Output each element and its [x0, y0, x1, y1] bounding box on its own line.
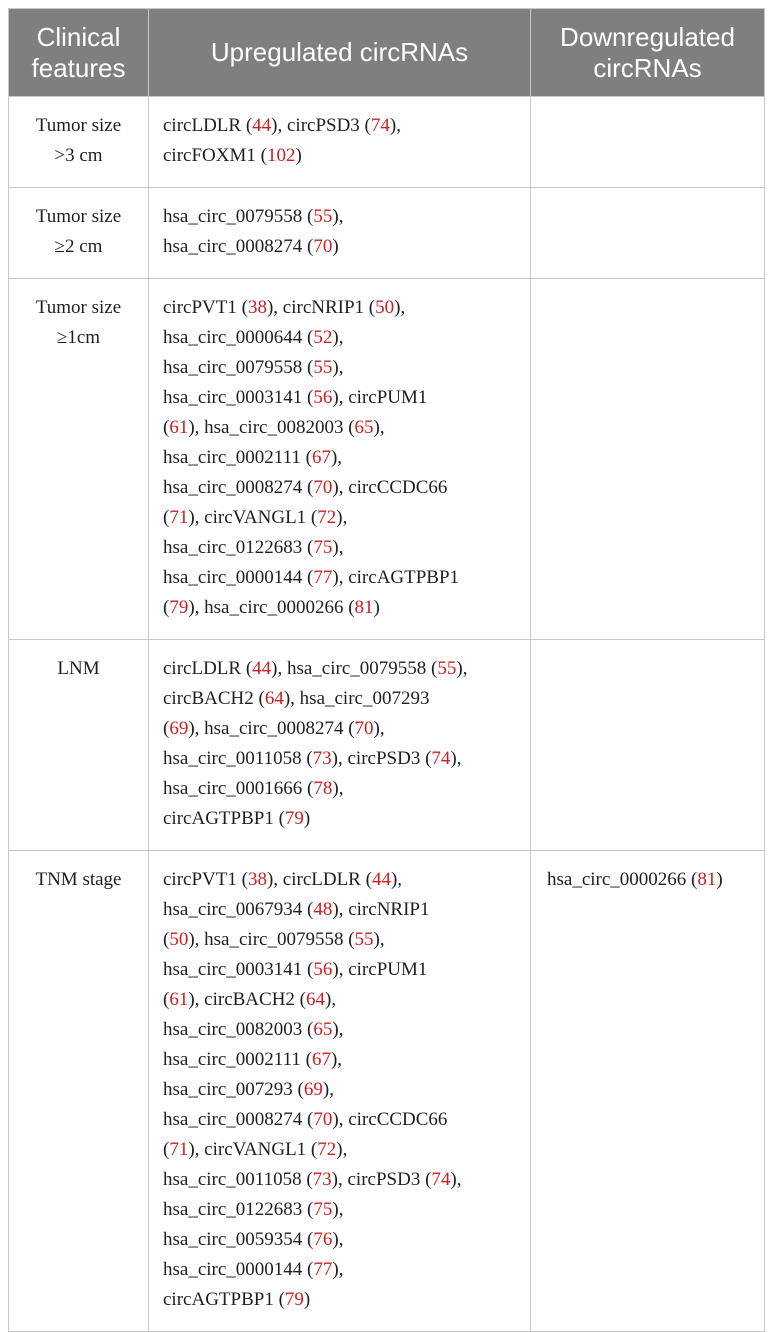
circrna-text: hsa_circ_0000266 ( — [547, 869, 698, 890]
circrna-text-line — [163, 955, 520, 985]
circrna-text: ), — [373, 417, 385, 438]
clinical-feature-cell — [9, 279, 149, 640]
reference-number: 74 — [370, 115, 390, 136]
reference-number: 67 — [311, 1049, 331, 1070]
circrna-text-line — [163, 1255, 520, 1285]
circrna-text: hsa_circ_0059354 ( — [163, 1229, 314, 1250]
header-downregulated-circrnas — [531, 9, 765, 97]
circrna-text: ) — [716, 869, 723, 890]
reference-number: 71 — [169, 1139, 189, 1160]
feature-text-line: ≥1cm — [56, 327, 101, 348]
circrna-text-line — [163, 804, 520, 834]
circrna-text: ), circPUM1 — [332, 959, 428, 980]
circrna-text-line — [163, 714, 520, 744]
circrna-text: hsa_circ_0003141 ( — [163, 387, 314, 408]
circrna-text: ), circNRIP1 — [332, 899, 430, 920]
upregulated-circrnas-cell — [149, 851, 531, 1332]
reference-number: 38 — [247, 869, 267, 890]
downregulated-circrnas-cell — [531, 851, 765, 1332]
reference-number: 76 — [313, 1229, 333, 1250]
downregulated-circrnas-cell — [531, 97, 765, 188]
reference-number: 73 — [312, 748, 332, 769]
reference-number: 50 — [169, 929, 189, 950]
reference-number: 72 — [317, 507, 337, 528]
header-text-line: features — [31, 52, 126, 83]
circrna-text: ), circPSD3 ( — [331, 1169, 432, 1190]
downregulated-circrnas-cell — [531, 279, 765, 640]
reference-number: 79 — [284, 808, 304, 829]
circrna-text: circPVT1 ( — [163, 869, 248, 890]
circrna-text-line — [163, 593, 520, 623]
circrna-text: ( — [163, 989, 170, 1010]
circrna-text: hsa_circ_0079558 ( — [163, 206, 314, 227]
reference-number: 81 — [697, 869, 717, 890]
reference-number: 75 — [313, 537, 333, 558]
circrna-text: ( — [163, 507, 170, 528]
downregulated-circrnas-cell — [531, 640, 765, 851]
feature-text-line: Tumor size — [35, 115, 122, 136]
circrna-text-line — [163, 1105, 520, 1135]
upregulated-circrnas-cell — [149, 279, 531, 640]
circrna-text: hsa_circ_0002111 ( — [163, 1049, 312, 1070]
circrna-text: ), circPSD3 ( — [331, 748, 432, 769]
circrna-text: hsa_circ_0067934 ( — [163, 899, 314, 920]
circrna-text: ) — [332, 236, 339, 257]
reference-number: 56 — [313, 387, 333, 408]
clinical-feature-cell — [9, 640, 149, 851]
reference-number: 44 — [252, 658, 272, 679]
circrna-text: ), — [330, 447, 343, 468]
table-row — [9, 188, 765, 279]
circrna-text: ), — [332, 1019, 344, 1040]
reference-number: 55 — [313, 357, 333, 378]
circrna-text: ), hsa_circ_007293 — [283, 688, 430, 709]
circrna-text: ), circCCDC66 — [332, 477, 448, 498]
reference-number: 74 — [431, 748, 451, 769]
clinical-feature-cell — [9, 851, 149, 1332]
circrna-text-line — [163, 293, 520, 323]
circrna-text-line — [163, 443, 520, 473]
reference-number: 64 — [264, 688, 284, 709]
circrna-text: ), hsa_circ_0000266 ( — [188, 597, 355, 618]
circrna-text: hsa_circ_0001666 ( — [163, 778, 314, 799]
circrna-text-line — [163, 413, 520, 443]
circrna-text: ), hsa_circ_0008274 ( — [188, 718, 355, 739]
circrna-text: hsa_circ_0000144 ( — [163, 1259, 314, 1280]
circrna-text: ), — [450, 748, 462, 769]
circrna-text: ), — [450, 1169, 462, 1190]
circrna-text: hsa_circ_0008274 ( — [163, 477, 314, 498]
reference-number: 55 — [437, 658, 457, 679]
circrna-text: circAGTPBP1 ( — [163, 808, 285, 829]
circrna-text: ), — [325, 989, 337, 1010]
clinical-feature-cell — [9, 188, 149, 279]
downregulated-circrnas-cell — [531, 188, 765, 279]
circrna-text-line — [547, 865, 756, 895]
circrna-text: ), hsa_circ_0079558 ( — [271, 658, 438, 679]
reference-number: 52 — [313, 327, 333, 348]
circrna-text: ( — [163, 597, 170, 618]
circrna-text: ), — [332, 327, 344, 348]
circrna-text: ), — [332, 357, 344, 378]
circrna-text: ), — [394, 297, 406, 318]
reference-number: 74 — [431, 1169, 451, 1190]
circrna-text: ), — [456, 658, 468, 679]
header-text-line: circRNAs — [593, 52, 702, 83]
circrna-text-line — [163, 563, 520, 593]
circrna-text: ), — [336, 1139, 348, 1160]
circrna-text-line — [163, 141, 520, 171]
circrna-text-line — [163, 1225, 520, 1255]
feature-text-line: ≥2 cm — [54, 236, 103, 257]
header-text-line: Upregulated circRNAs — [210, 37, 469, 67]
reference-number: 78 — [313, 778, 333, 799]
circrna-text-line — [163, 232, 520, 262]
clinical-feature-cell — [9, 97, 149, 188]
circrna-text: hsa_circ_0008274 ( — [163, 236, 314, 257]
feature-text-line: >3 cm — [54, 145, 103, 166]
circrna-text: hsa_circ_0122683 ( — [163, 537, 314, 558]
reference-number: 70 — [354, 718, 374, 739]
circrna-text: circLDLR ( — [163, 658, 253, 679]
reference-number: 65 — [354, 417, 374, 438]
reference-number: 55 — [313, 206, 333, 227]
circrna-text: circPVT1 ( — [163, 297, 248, 318]
circrna-text: hsa_circ_007293 ( — [163, 1079, 304, 1100]
reference-number: 38 — [247, 297, 267, 318]
circrna-text: ), — [332, 778, 344, 799]
circrna-text: circLDLR ( — [163, 115, 253, 136]
circrna-text: ), hsa_circ_0082003 ( — [188, 417, 355, 438]
table-header-row — [9, 9, 765, 97]
circrna-text: ), — [332, 206, 344, 227]
circrna-text: ), — [373, 718, 385, 739]
header-text-line: Clinical — [36, 21, 121, 52]
header-text-line: Downregulated — [560, 21, 735, 52]
reference-number: 70 — [313, 236, 333, 257]
reference-number: 48 — [313, 899, 333, 920]
circrna-text-line — [163, 654, 520, 684]
header-clinical-features — [9, 9, 149, 97]
circrna-text-line — [163, 1165, 520, 1195]
circrna-text: hsa_circ_0008274 ( — [163, 1109, 314, 1130]
circrna-text: ( — [163, 929, 170, 950]
circrna-text: ), circLDLR ( — [266, 869, 372, 890]
reference-number: 67 — [311, 447, 331, 468]
circrna-text-line — [163, 503, 520, 533]
circrna-text: ), hsa_circ_0079558 ( — [188, 929, 355, 950]
circrna-text: ( — [163, 1139, 170, 1160]
reference-number: 44 — [371, 869, 391, 890]
reference-number: 61 — [169, 417, 189, 438]
reference-number: 65 — [313, 1019, 333, 1040]
circrna-text: hsa_circ_0000144 ( — [163, 567, 314, 588]
reference-number: 73 — [312, 1169, 332, 1190]
circrna-text: ), — [336, 507, 348, 528]
circrna-text-line — [163, 865, 520, 895]
header-upregulated-circrnas — [149, 9, 531, 97]
reference-number: 64 — [306, 989, 325, 1010]
circrna-text: ), — [332, 1259, 344, 1280]
feature-text-line: Tumor size — [35, 206, 122, 227]
circrna-text: ), circBACH2 ( — [188, 989, 306, 1010]
circrna-text: hsa_circ_0011058 ( — [163, 1169, 313, 1190]
feature-text-line: LNM — [57, 658, 100, 679]
circrna-text-line — [163, 111, 520, 141]
circrna-text: ), circPUM1 — [332, 387, 428, 408]
circrna-text: circBACH2 ( — [163, 688, 265, 709]
circrna-text: hsa_circ_0082003 ( — [163, 1019, 314, 1040]
circrna-text: ), circVANGL1 ( — [188, 1139, 318, 1160]
feature-text-line: Tumor size — [35, 297, 122, 318]
circrna-text: ), — [330, 1049, 343, 1070]
circrna-text: ), — [373, 929, 385, 950]
circrna-text: ) — [295, 145, 302, 166]
circrna-text-line — [163, 473, 520, 503]
circrna-text-line — [163, 774, 520, 804]
circrna-text: ), circAGTPBP1 — [332, 567, 460, 588]
reference-number: 69 — [169, 718, 189, 739]
circrna-text: ), — [332, 1199, 344, 1220]
circrna-text: hsa_circ_0079558 ( — [163, 357, 314, 378]
reference-number: 50 — [375, 297, 395, 318]
reference-number: 56 — [313, 959, 333, 980]
circrna-text: ), — [332, 537, 344, 558]
circrna-clinical-features-table — [8, 8, 765, 1332]
circrna-text: ( — [163, 718, 170, 739]
circrna-text: hsa_circ_0002111 ( — [163, 447, 312, 468]
reference-number: 79 — [169, 597, 189, 618]
circrna-text-line — [163, 895, 520, 925]
reference-number: 69 — [303, 1079, 323, 1100]
circrna-text-line — [163, 684, 520, 714]
circrna-text-line — [163, 323, 520, 353]
circrna-text: ), circVANGL1 ( — [188, 507, 318, 528]
circrna-text: ( — [163, 417, 170, 438]
circrna-text: ) — [373, 597, 380, 618]
reference-number: 71 — [169, 507, 189, 528]
circrna-text: ) — [303, 1289, 311, 1310]
feature-text-line: TNM stage — [35, 869, 122, 890]
circrna-text: hsa_circ_0011058 ( — [163, 748, 313, 769]
upregulated-circrnas-cell — [149, 97, 531, 188]
circrna-text: ), circNRIP1 ( — [266, 297, 376, 318]
reference-number: 70 — [313, 1109, 333, 1130]
circrna-text-line — [163, 533, 520, 563]
table-row — [9, 851, 765, 1332]
circrna-text: ), circPSD3 ( — [271, 115, 371, 136]
circrna-text-line — [163, 1075, 520, 1105]
circrna-text: hsa_circ_0122683 ( — [163, 1199, 314, 1220]
circrna-text-line — [163, 1285, 520, 1315]
circrna-text: ), — [322, 1079, 334, 1100]
circrna-text-line — [163, 744, 520, 774]
reference-number: 79 — [284, 1289, 304, 1310]
reference-number: 44 — [252, 115, 272, 136]
circrna-text: ), circCCDC66 — [332, 1109, 448, 1130]
circrna-text-line — [163, 1135, 520, 1165]
circrna-text-line — [163, 353, 520, 383]
reference-number: 72 — [317, 1139, 337, 1160]
table-row — [9, 640, 765, 851]
table-row — [9, 97, 765, 188]
reference-number: 55 — [354, 929, 374, 950]
reference-number: 81 — [354, 597, 374, 618]
circrna-text: circAGTPBP1 ( — [163, 1289, 285, 1310]
reference-number: 77 — [313, 567, 333, 588]
reference-number: 61 — [169, 989, 189, 1010]
circrna-text-line — [163, 925, 520, 955]
table-row — [9, 279, 765, 640]
circrna-text: ) — [303, 808, 311, 829]
circrna-text-line — [163, 1015, 520, 1045]
upregulated-circrnas-cell — [149, 640, 531, 851]
circrna-text: ), — [389, 115, 401, 136]
circrna-text: ), — [390, 869, 403, 890]
circrna-text-line — [163, 202, 520, 232]
circrna-text: ), — [332, 1229, 344, 1250]
reference-number: 75 — [313, 1199, 333, 1220]
reference-number: 70 — [313, 477, 333, 498]
circrna-text-line — [163, 383, 520, 413]
upregulated-circrnas-cell — [149, 188, 531, 279]
circrna-text-line — [163, 1045, 520, 1075]
reference-number: 102 — [266, 145, 296, 166]
circrna-text: circFOXM1 ( — [163, 145, 267, 166]
circrna-text: hsa_circ_0003141 ( — [163, 959, 314, 980]
circrna-text: hsa_circ_0000644 ( — [163, 327, 314, 348]
table-body — [9, 97, 765, 1332]
circrna-text-line — [163, 1195, 520, 1225]
reference-number: 77 — [313, 1259, 333, 1280]
circrna-text-line — [163, 985, 520, 1015]
